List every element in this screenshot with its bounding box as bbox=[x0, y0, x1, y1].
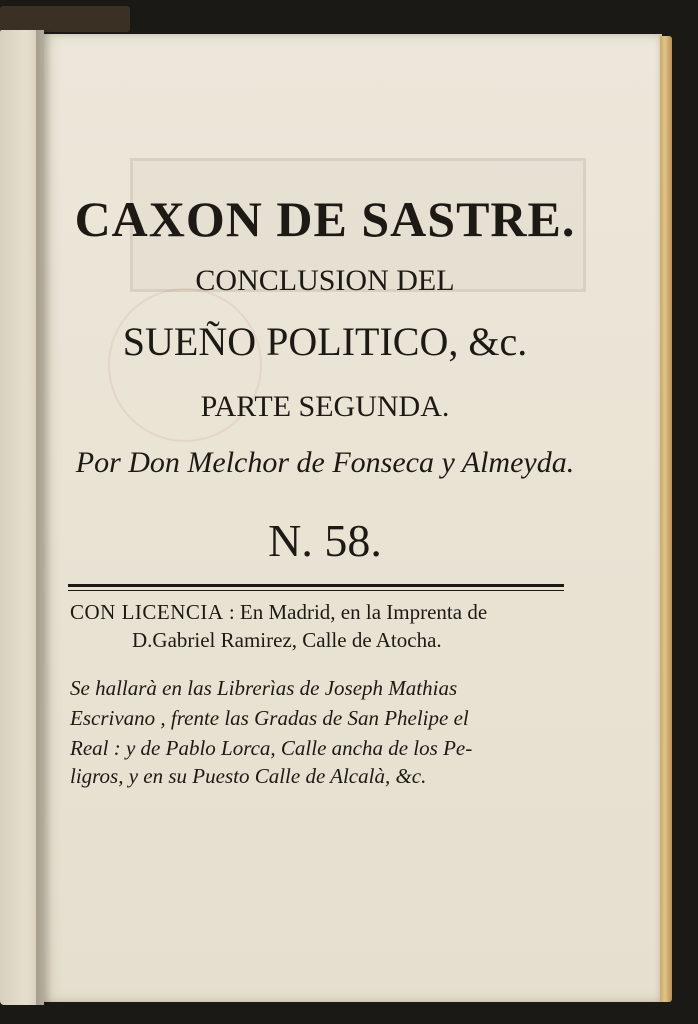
sale-line-1: Se hallarà en las Librerìas de Joseph Mathias bbox=[70, 676, 458, 700]
license-line-1-text: : En Madrid, en la Imprenta de bbox=[223, 600, 488, 624]
sale-line-3: Real : y de Pablo Lorca, Calle ancha de los Pe- bbox=[70, 736, 473, 760]
license-line-2: D.Gabriel Ramirez, Calle de Atocha. bbox=[132, 628, 442, 652]
subtitle-line-2: SUEÑO POLITICO, &c. bbox=[122, 319, 528, 364]
subtitle-line-3: PARTE SEGUNDA. bbox=[200, 390, 450, 423]
sale-line-4: ligros, y en su Puesto Calle de Alcalà, &c. bbox=[70, 764, 427, 788]
spine-shadow bbox=[36, 30, 52, 1005]
sale-line-2: Escrivano , frente las Gradas de San Phelipe el bbox=[70, 706, 469, 730]
divider-rule-thick bbox=[68, 584, 564, 587]
divider-rule-thin bbox=[68, 590, 564, 591]
license-label: CON LICENCIA bbox=[70, 600, 224, 624]
page-fore-edge bbox=[660, 36, 672, 1002]
binding-tab bbox=[0, 6, 130, 32]
issue-number: N. 58. bbox=[268, 515, 382, 566]
page-title: CAXON DE SASTRE. bbox=[74, 191, 576, 247]
subtitle-line-1: CONCLUSION DEL bbox=[195, 264, 455, 297]
license-line-1 bbox=[70, 600, 487, 625]
author-line: Por Don Melchor de Fonseca y Almeyda. bbox=[75, 446, 575, 479]
